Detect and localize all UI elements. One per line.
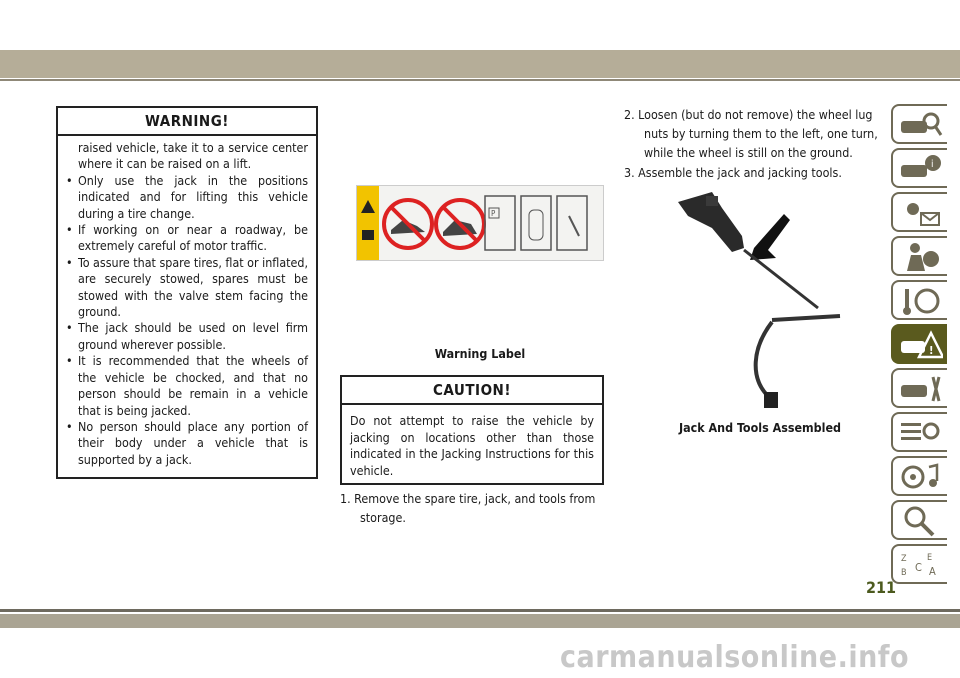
multimedia-icon <box>899 461 943 493</box>
caution-box <box>340 375 604 485</box>
emergency-car-icon <box>899 329 943 361</box>
caution-title: CAUTION! <box>342 377 602 405</box>
step-2: 2. Loosen (but do not remove) the wheel lug nuts by turning them to the left, one turn, while the wheel is still on the ground. <box>624 107 878 160</box>
steering-wheel-icon <box>899 285 943 317</box>
warning-bullet: • It is recommended that the wheels of the vehicle be chocked, and that no person should be remain in a vehicle that is being jacked. <box>66 353 308 419</box>
svg-text:i: i <box>931 159 934 170</box>
watermark-text: carmanualsonline.info <box>560 640 910 675</box>
svg-text:A: A <box>929 565 936 578</box>
airbag-person-icon <box>899 241 943 273</box>
footer-bar <box>0 614 960 628</box>
page-number: 211 <box>866 578 897 597</box>
nav-tab-service[interactable] <box>891 368 947 408</box>
car-service-icon <box>899 373 943 405</box>
header-rule <box>0 79 960 81</box>
warning-continuation: raised vehicle, take it to a service center where it can be raised on a lift. <box>78 140 308 172</box>
nav-tab-multimedia[interactable] <box>891 456 947 496</box>
search-icon <box>899 505 943 537</box>
nav-tab-car-info[interactable] <box>891 148 947 188</box>
warning-bullet: • The jack should be used on level firm ground wherever possible. <box>66 320 308 353</box>
nav-tab-emergency[interactable] <box>891 324 947 364</box>
jack-image <box>672 188 852 413</box>
nav-tab-warning-lights[interactable] <box>891 192 947 232</box>
specs-gear-icon <box>899 417 943 449</box>
nav-tab-car-search[interactable] <box>891 104 947 144</box>
footer-rule <box>0 609 960 612</box>
svg-text:P: P <box>491 209 496 218</box>
index-icon <box>899 549 943 581</box>
nav-tab-search[interactable] <box>891 500 947 540</box>
svg-text:B: B <box>901 568 907 578</box>
header-bar <box>0 50 960 78</box>
warning-label-image <box>356 185 604 261</box>
jack-caption: Jack And Tools Assembled <box>678 420 841 435</box>
warning-bullet: • To assure that spare tires, flat or inflated, are securely stowed, spares must be stowed with the valve stem facing the ground. <box>66 255 308 321</box>
warning-bullet: • If working on or near a roadway, be extremely careful of motor traffic. <box>66 222 308 255</box>
warning-label-caption: Warning Label <box>434 346 526 361</box>
step-3: 3. Assemble the jack and jacking tools. <box>624 165 842 180</box>
warning-bullets <box>66 173 308 468</box>
warning-bullet: • No person should place any portion of their body under a vehicle that is supported by a jack. <box>66 419 308 468</box>
warning-box <box>56 106 318 479</box>
nav-tab-specs[interactable] <box>891 412 947 452</box>
nav-tab-index[interactable] <box>891 544 947 584</box>
svg-text:!: ! <box>929 344 934 357</box>
svg-text:C: C <box>915 561 922 574</box>
warning-lights-icon <box>899 197 943 229</box>
warning-bullet: • Only use the jack in the positions indicated and for lifting this vehicle during a tire change. <box>66 173 308 222</box>
step-1: 1. Remove the spare tire, jack, and tools from storage. <box>340 491 596 525</box>
svg-text:E: E <box>927 553 933 563</box>
nav-tab-airbag[interactable] <box>891 236 947 276</box>
svg-text:Z: Z <box>901 554 907 564</box>
nav-tab-controls[interactable] <box>891 280 947 320</box>
caution-text: Do not attempt to raise the vehicle by jacking on locations other than those indicated in the Jacking Instructions for this vehicle. <box>350 413 594 478</box>
car-info-icon <box>899 153 943 185</box>
car-search-icon <box>899 109 943 141</box>
warning-title: WARNING! <box>58 108 316 136</box>
